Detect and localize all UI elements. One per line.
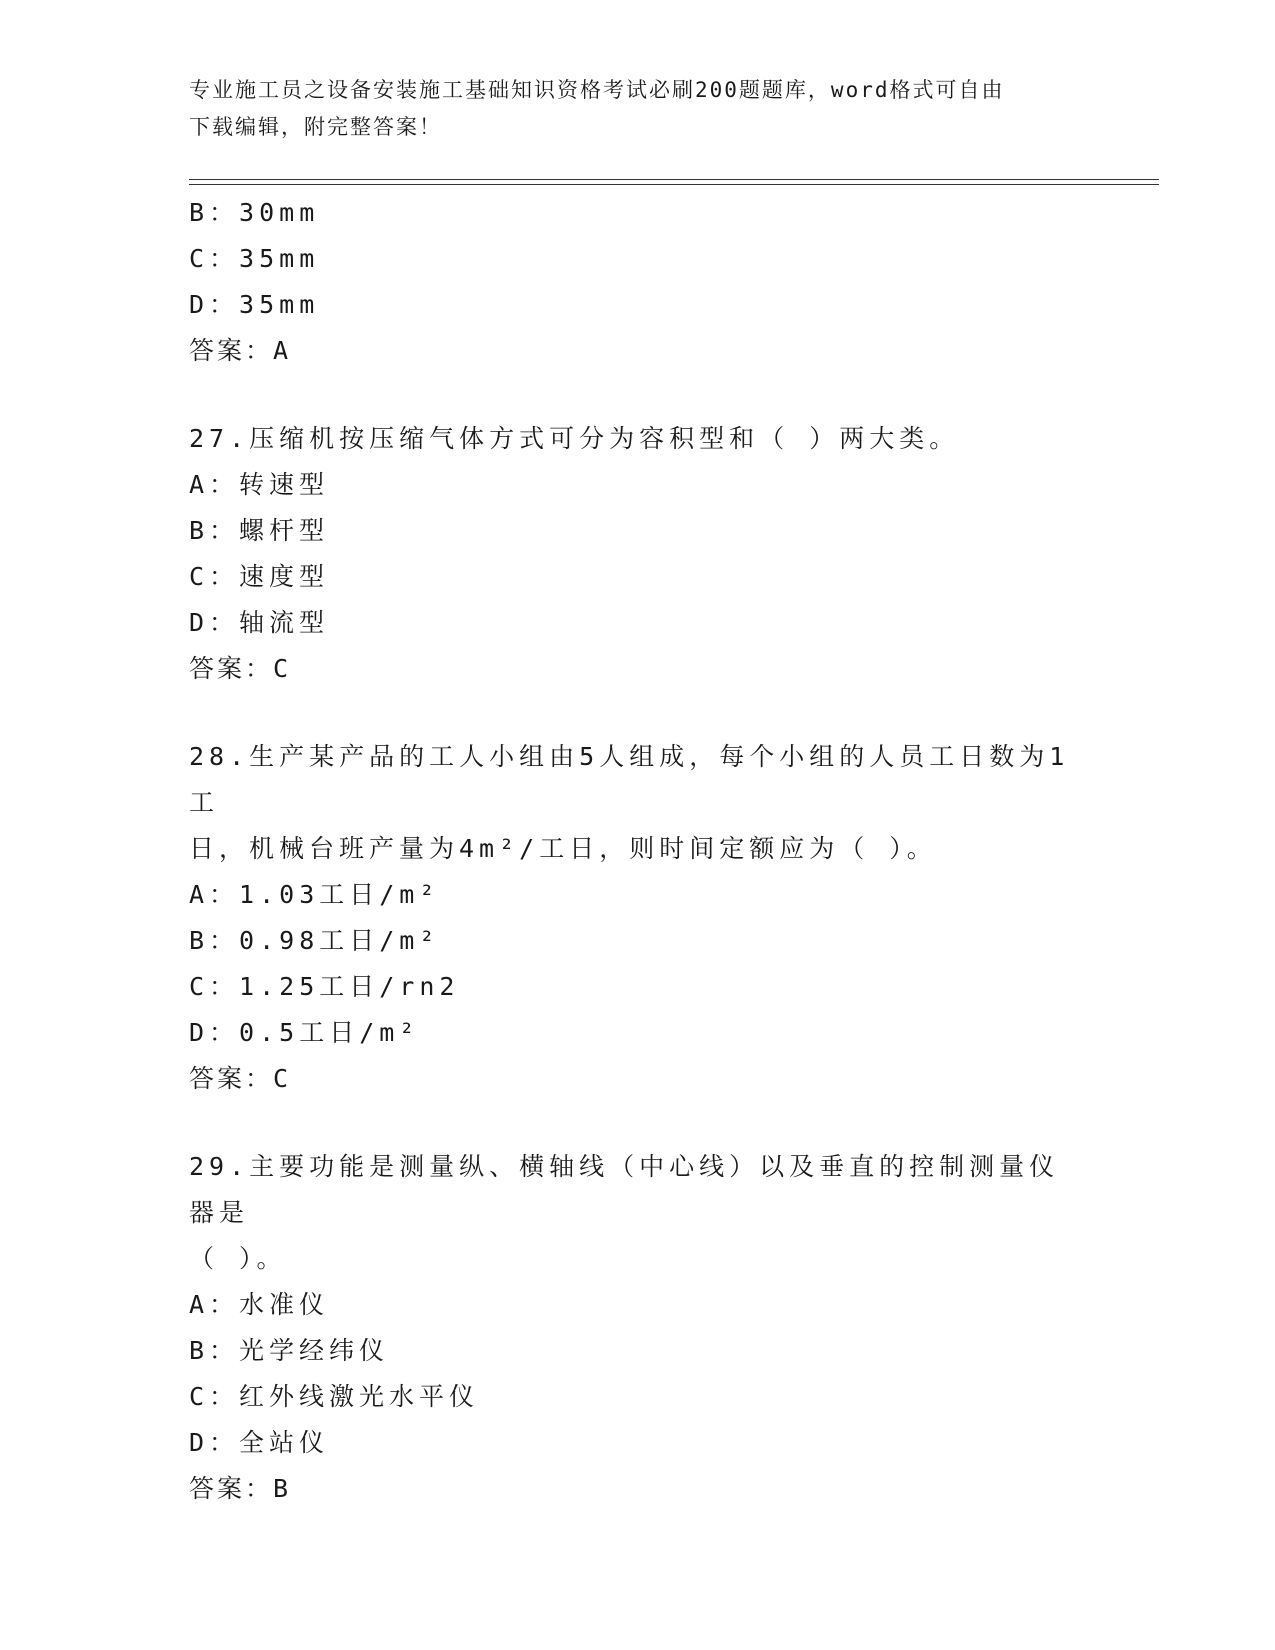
question-text-line-1: 29.主要功能是测量纵、横轴线（中心线）以及垂直的控制测量仪器是 [189, 1152, 1060, 1227]
question-26-continuation [189, 190, 1089, 374]
option-b: B：0.98工日/m² [189, 926, 440, 955]
option-b: B：螺杆型 [189, 516, 330, 545]
question-list [189, 190, 1089, 1512]
answer-label: 答案： [189, 336, 274, 365]
option-c: C：35mm [189, 244, 320, 273]
answer-line [189, 1056, 1089, 1102]
option-c: C：1.25工日/rn2 [189, 972, 460, 1001]
question-text: 27.压缩机按压缩气体方式可分为容积型和（ ）两大类。 [189, 424, 960, 453]
answer-line [189, 1466, 1089, 1512]
answer-label: 答案： [189, 654, 274, 683]
option-b: B：光学经纬仪 [189, 1336, 390, 1365]
option-c: C：速度型 [189, 562, 330, 591]
option-c: C：红外线激光水平仪 [189, 1382, 480, 1411]
answer-value: B [273, 1474, 292, 1503]
question-text-line-1: 28.生产某产品的工人小组由5人组成，每个小组的人员工日数为1工 [189, 742, 1070, 817]
answer-value: C [273, 654, 292, 683]
question-29 [189, 1144, 1089, 1512]
answer-value: A [273, 336, 292, 365]
option-a: A：1.03工日/m² [189, 880, 440, 909]
option-a: A：转速型 [189, 470, 330, 499]
option-d: D：全站仪 [189, 1428, 330, 1457]
option-a: A：水准仪 [189, 1290, 330, 1319]
header-line-1: 专业施工员之设备安装施工基础知识资格考试必刷200题题库，word格式可自由 [189, 78, 1005, 102]
answer-label: 答案： [189, 1064, 274, 1093]
option-d: D：轴流型 [189, 608, 330, 637]
option-b: B：30mm [189, 198, 320, 227]
answer-line [189, 646, 1089, 692]
header-divider-bottom [189, 184, 1159, 185]
question-text-line-2: （ ）。 [189, 1244, 287, 1273]
option-d: D：0.5工日/m² [189, 1018, 420, 1047]
answer-label: 答案： [189, 1474, 274, 1503]
answer-line [189, 328, 1089, 374]
header-line-2: 下载编辑，附完整答案！ [189, 115, 442, 139]
document-header [189, 72, 1089, 146]
question-27 [189, 416, 1089, 692]
option-d: D：35mm [189, 290, 320, 319]
header-divider-top [189, 179, 1159, 180]
answer-value: C [273, 1064, 292, 1093]
question-28 [189, 734, 1089, 1102]
question-text-line-2: 日，机械台班产量为4m²/工日，则时间定额应为（ ）。 [189, 834, 937, 863]
